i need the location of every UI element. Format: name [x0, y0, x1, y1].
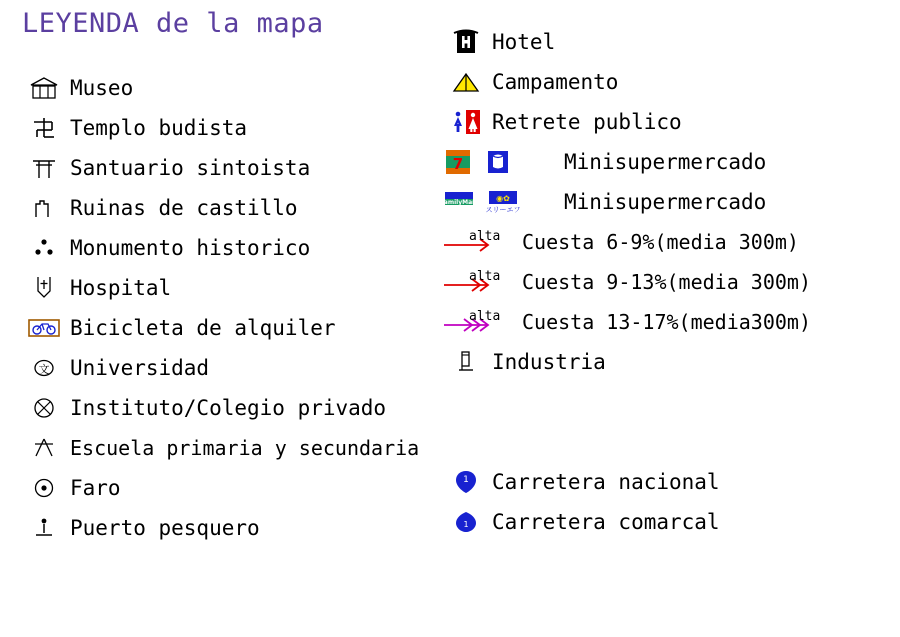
list-item	[18, 348, 448, 388]
spacer-row	[440, 422, 900, 462]
list-item	[18, 268, 448, 308]
list-item	[440, 22, 900, 62]
spacer-row	[440, 382, 900, 422]
private-school-icon	[18, 394, 70, 422]
industry-icon	[440, 348, 492, 376]
list-item-label: Puerto pesquero	[70, 516, 260, 540]
list-item-label: Cuesta 6-9%(media 300m)	[522, 230, 799, 254]
list-item	[440, 182, 900, 222]
fishing-port-icon	[18, 514, 70, 542]
list-item	[18, 108, 448, 148]
list-item	[18, 68, 448, 108]
legend-left-column	[18, 68, 448, 548]
slope-tag-label: alta	[469, 269, 501, 284]
list-item-label: Minisupermercado	[564, 150, 767, 174]
list-item-label: Cuesta 13-17%(media300m)	[522, 310, 811, 334]
buddhist-temple-icon	[18, 115, 70, 141]
list-item-label: Escuela primaria y secundaria	[70, 436, 420, 460]
slope-arrow-triple-icon	[440, 308, 522, 336]
list-item	[440, 502, 900, 542]
regional-road-shield-icon	[440, 508, 492, 536]
slope-tag-label: alta	[469, 309, 501, 324]
list-item-label: Monumento historico	[70, 236, 311, 260]
shinto-shrine-icon	[18, 155, 70, 181]
list-item	[440, 62, 900, 102]
svg-text:スリーエフ: スリーエフ	[485, 206, 521, 214]
list-item-label: Retrete publico	[492, 110, 682, 134]
list-item-label: Bicicleta de alquiler	[70, 316, 336, 340]
list-item	[18, 148, 448, 188]
list-item	[18, 508, 448, 548]
convenience-store-seven-eleven-lawson-icon	[440, 148, 564, 176]
list-item	[440, 142, 900, 182]
list-item	[18, 468, 448, 508]
list-item	[18, 428, 448, 468]
legend-right-column	[440, 22, 900, 542]
public-toilet-icon	[440, 108, 492, 136]
list-item-label: Faro	[70, 476, 121, 500]
list-item	[18, 308, 448, 348]
shield-number-label: 1	[463, 475, 469, 485]
slope-arrow-single-icon	[440, 228, 522, 256]
svg-text:文: 文	[38, 363, 50, 376]
campsite-icon	[440, 69, 492, 95]
historic-monument-icon	[18, 235, 70, 261]
list-item-label: Universidad	[70, 356, 210, 380]
list-item	[18, 188, 448, 228]
university-icon	[18, 355, 70, 381]
list-item	[440, 262, 900, 302]
list-item	[440, 102, 900, 142]
page-title: LEYENDA de la mapa	[22, 8, 324, 39]
list-item-label: Hotel	[492, 30, 556, 54]
list-item-label: Cuesta 9-13%(media 300m)	[522, 270, 811, 294]
bicycle-rental-icon	[18, 315, 70, 341]
list-item	[18, 228, 448, 268]
svg-text:◉✿: ◉✿	[496, 194, 510, 203]
list-item-label: Templo budista	[70, 116, 248, 140]
primary-secondary-school-icon	[18, 434, 70, 462]
list-item	[440, 342, 900, 382]
list-item-label: Carretera comarcal	[492, 510, 720, 534]
museum-icon	[18, 75, 70, 101]
list-item	[18, 388, 448, 428]
slope-tag-label: alta	[469, 229, 501, 244]
list-item-label: Ruinas de castillo	[70, 196, 298, 220]
list-item-label: Campamento	[492, 70, 619, 94]
list-item-label: Santuario sintoista	[70, 156, 311, 180]
national-road-shield-icon	[440, 468, 492, 496]
svg-text:FamilyMart: FamilyMart	[440, 199, 478, 206]
list-item-label: Museo	[70, 76, 134, 100]
list-item-label: Instituto/Colegio privado	[70, 396, 387, 420]
hotel-icon	[440, 27, 492, 57]
hospital-icon	[18, 274, 70, 302]
castle-ruins-icon	[18, 195, 70, 221]
list-item-label: Carretera nacional	[492, 470, 720, 494]
list-item	[440, 302, 900, 342]
svg-text:7: 7	[452, 155, 464, 173]
list-item-label: Hospital	[70, 276, 172, 300]
list-item	[440, 222, 900, 262]
convenience-store-familymart-threef-icon	[440, 190, 564, 214]
shield-number-label: 1	[463, 520, 469, 529]
list-item-label: Industria	[492, 350, 606, 374]
list-item-label: Minisupermercado	[564, 190, 767, 214]
list-item	[440, 462, 900, 502]
lighthouse-icon	[18, 474, 70, 502]
slope-arrow-double-icon	[440, 268, 522, 296]
